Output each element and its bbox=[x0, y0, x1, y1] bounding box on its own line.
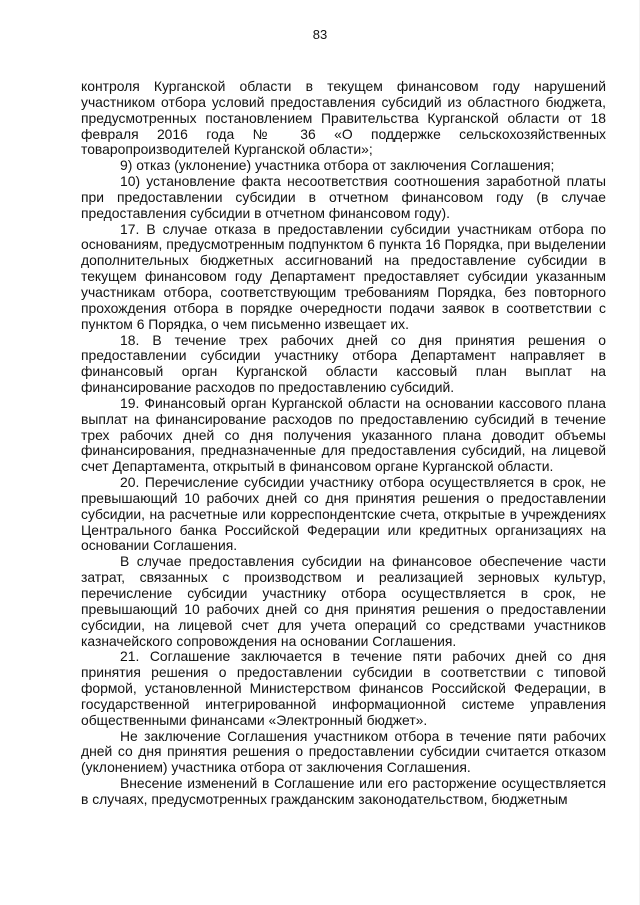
page-number: 83 bbox=[312, 27, 328, 42]
paragraph-21: 21. Соглашение заключается в течение пяти рабочих дней со дня принятия решения о предоставлении субсидии в соответствии с типовой формой, установленной Министерством финансов Российской Федерации, в государственной интегрированной информационной системе управления общественными финансами «Электронный бюджет». bbox=[81, 648, 606, 728]
paragraph-20-grain: В случае предоставления субсидии на финансовое обеспечение части затрат, связанных с производством и реализацией зерновых культур, перечисление субсидии участнику отбора осуществляется в срок, не превышающий 10 рабочих дней со дня принятия решения о предоставлении субсидии, на лицевой счет для учета операций со средствами участников казначейского сопровождения на основании Соглашения. bbox=[81, 553, 606, 649]
paragraph-21-refusal: Не заключение Соглашения участником отбора в течение пяти рабочих дней со дня принятия решения о предоставлении субсидии считается отказом (уклонением) участника отбора от заключения Соглашения. bbox=[81, 727, 606, 776]
paragraph-continuation: контроля Курганской области в текущем финансовом году нарушений участником отбора условий предоставления субсидий из областного бюджета, предусмотренных постановлением Правительства Курганской области от 18 февраля 2016 года № 36 «О поддержке сельскохозяйственных товаропроизводителей Курганской области»; bbox=[81, 78, 606, 158]
paragraph-21-amendments: Внесение изменений в Соглашение или его расторжение осуществляется в случаях, предусмотренных гражданским законодательством, бюджетным bbox=[81, 775, 606, 807]
paragraph-17: 17. В случае отказа в предоставлении субсидии участникам отбора по основаниям, предусмотренным подпунктом 6 пункта 16 Порядка, при выделении дополнительных бюджетных ассигнований на предоставление субсидии в текущем финансовом году Департамент предоставляет субсидии указанным участникам отбора, соответствующим требованиям Порядка, без повторного прохождения отбора в порядке очередности подачи заявок в соответствии с пунктом 6 Порядка, о чем письменно извещает их. bbox=[81, 220, 606, 332]
paragraph-20: 20. Перечисление субсидии участнику отбора осуществляется в срок, не превышающий 10 рабочих дней со дня принятия решения о предоставлении субсидии, на расчетные или корреспондентские счета, открытые в учреждениях Центрального банка Российской Федерации или кредитных организациях на основании Соглашения. bbox=[81, 474, 606, 554]
paragraph-item-10: 10) установление факта несоответствия соотношения заработной платы при предоставлении субсидии в отчетном финансовом году (в случае предоставления субсидии в отчетном финансовом году). bbox=[81, 173, 606, 221]
document-body bbox=[81, 79, 606, 808]
paragraph-19: 19. Финансовый орган Курганской области на основании кассового плана выплат на финансирование расходов по предоставлению субсидий в течение трех рабочих дней со дня получения указанного плана доводит объемы финансирования, предназначенные для предоставления субсидий, на лицевой счет Департамента, открытый в финансовом органе Курганской области. bbox=[81, 394, 606, 475]
paragraph-18: 18. В течение трех рабочих дней со дня принятия решения о предоставлении субсидии участнику отбора Департамент направляет в финансовый орган Курганской области кассовый план выплат на финансирование расходов по предоставлению субсидий. bbox=[81, 331, 606, 396]
paragraph-item-9: 9) отказ (уклонение) участника отбора от заключения Соглашения; bbox=[120, 157, 555, 174]
